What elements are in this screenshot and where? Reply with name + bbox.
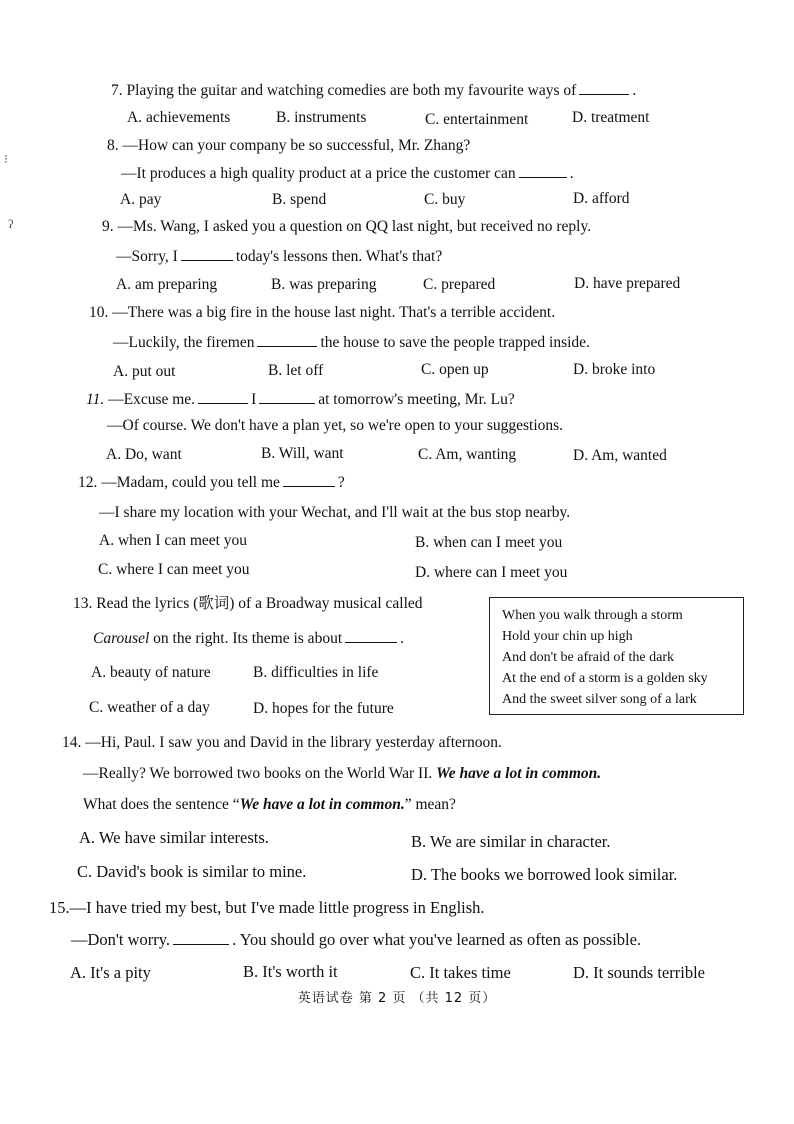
question-13-option-b[interactable]: B. difficulties in life	[253, 664, 379, 681]
question-13-option-d[interactable]: D. hopes for the future	[253, 700, 394, 717]
question-9-option-d[interactable]: D. have prepared	[574, 275, 681, 292]
lyrics-line: At the end of a storm is a golden sky	[502, 671, 708, 686]
question-12-option-b[interactable]: B. when can I meet you	[415, 534, 563, 551]
question-12-option-c[interactable]: C. where I can meet you	[98, 561, 250, 578]
question-14-option-d[interactable]: D. The books we borrowed look similar.	[411, 865, 678, 884]
question-7-option-b[interactable]: B. instruments	[276, 109, 367, 126]
question-10-line-2: —Luckily, the firemen the house to save the people trapped inside.	[113, 334, 590, 351]
question-11-option-b[interactable]: B. Will, want	[261, 445, 344, 462]
lyrics-line: And don't be afraid of the dark	[502, 650, 675, 665]
question-7-stem: 7. Playing the guitar and watching comedies are both my favourite ways of .	[111, 82, 637, 99]
question-12-option-a[interactable]: A. when I can meet you	[99, 532, 248, 549]
page-footer: 英语试卷 第 2 页 （共 12 页）	[297, 991, 497, 1006]
lyrics-box	[489, 597, 744, 715]
question-10-option-b[interactable]: B. let off	[268, 362, 324, 379]
question-10-option-d[interactable]: D. broke into	[573, 361, 656, 378]
question-7-option-c[interactable]: C. entertainment	[425, 111, 529, 128]
question-15-option-a[interactable]: A. It's a pity	[70, 963, 151, 982]
scan-mark: ⁝	[4, 152, 8, 166]
question-11-line-1: 11. —Excuse me. I at tomorrow's meeting, Mr. Lu?	[86, 391, 515, 408]
question-11-option-c[interactable]: C. Am, wanting	[418, 446, 517, 463]
question-12-line-1: 12. —Madam, could you tell me ?	[78, 474, 345, 491]
scan-mark: ʔ	[8, 217, 14, 231]
question-10-option-c[interactable]: C. open up	[421, 361, 489, 378]
question-14-option-b[interactable]: B. We are similar in character.	[411, 832, 611, 851]
question-11-line-2: —Of course. We don't have a plan yet, so we're open to your suggestions.	[107, 417, 564, 434]
question-8-option-c[interactable]: C. buy	[424, 191, 466, 208]
question-13-line-1: 13. Read the lyrics (歌词) of a Broadway musical called	[73, 595, 423, 612]
question-7-option-d[interactable]: D. treatment	[572, 109, 650, 126]
question-11-option-a[interactable]: A. Do, want	[106, 446, 182, 463]
question-14-line-1: 14. —Hi, Paul. I saw you and David in the library yesterday afternoon.	[62, 734, 502, 751]
question-9-line-1: 9. —Ms. Wang, I asked you a question on QQ last night, but received no reply.	[102, 218, 592, 235]
question-8-line-2: —It produces a high quality product at a price the customer can .	[121, 165, 574, 182]
question-14-option-c[interactable]: C. David's book is similar to mine.	[77, 862, 307, 881]
question-13-option-c[interactable]: C. weather of a day	[89, 699, 210, 716]
question-14-option-a[interactable]: A. We have similar interests.	[79, 828, 269, 847]
question-10-line-1: 10. —There was a big fire in the house last night. That's a terrible accident.	[89, 304, 556, 321]
question-10-option-a[interactable]: A. put out	[113, 363, 176, 380]
question-15-line-2: —Don't worry. . You should go over what you've learned as often as possible.	[71, 930, 642, 949]
question-15-option-d[interactable]: D. It sounds terrible	[573, 963, 705, 982]
question-13-line-2: Carousel on the right. Its theme is about .	[93, 630, 404, 647]
question-15-option-b[interactable]: B. It's worth it	[243, 962, 338, 981]
lyrics-line: When you walk through a storm	[502, 608, 683, 623]
question-12-line-2: —I share my location with your Wechat, and I'll wait at the bus stop nearby.	[99, 504, 571, 521]
question-15-option-c[interactable]: C. It takes time	[410, 963, 511, 982]
question-11-option-d[interactable]: D. Am, wanted	[573, 447, 667, 464]
question-13-option-a[interactable]: A. beauty of nature	[91, 664, 211, 681]
question-9-option-c[interactable]: C. prepared	[423, 276, 496, 293]
question-9-option-b[interactable]: B. was preparing	[271, 276, 377, 293]
question-9-option-a[interactable]: A. am preparing	[116, 276, 218, 293]
question-8-option-a[interactable]: A. pay	[120, 191, 162, 208]
question-8-option-d[interactable]: D. afford	[573, 190, 630, 207]
question-15-line-1: 15.—I have tried my best, but I've made little progress in English.	[49, 898, 485, 917]
question-9-line-2: —Sorry, I today's lessons then. What's that?	[116, 248, 443, 265]
question-8-line-1: 8. —How can your company be so successful, Mr. Zhang?	[107, 137, 471, 154]
question-14-line-3: What does the sentence “We have a lot in common.” mean?	[83, 796, 456, 813]
lyrics-line: Hold your chin up high	[502, 629, 633, 644]
question-8-option-b[interactable]: B. spend	[272, 191, 327, 208]
question-14-line-2: —Really? We borrowed two books on the World War II. We have a lot in common.	[83, 765, 602, 782]
question-12-option-d[interactable]: D. where can I meet you	[415, 564, 568, 581]
question-7-option-a[interactable]: A. achievements	[127, 109, 231, 126]
lyrics-line: And the sweet silver song of a lark	[502, 692, 697, 707]
